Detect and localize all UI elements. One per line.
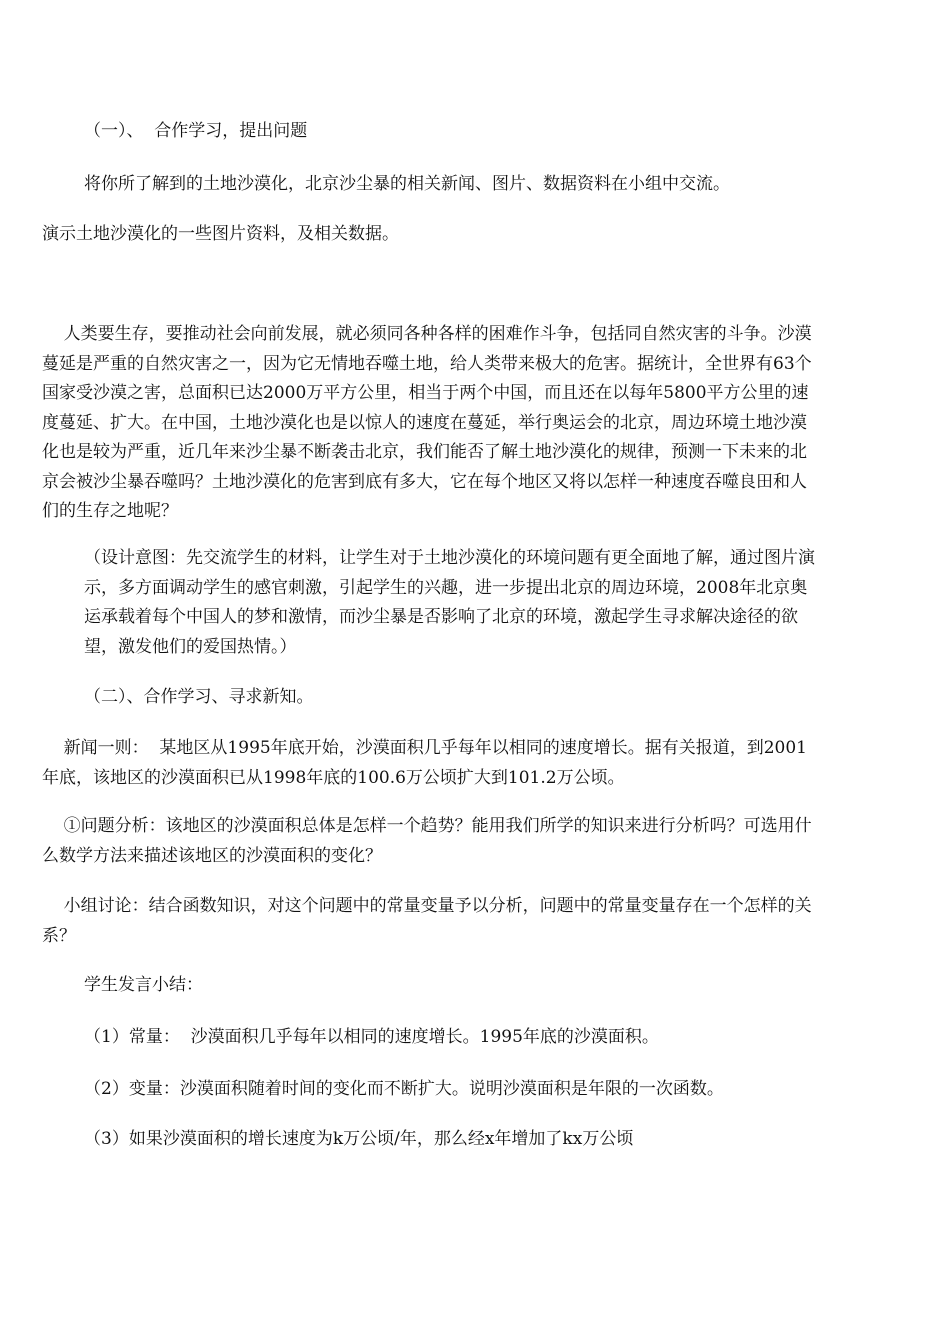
share-instruction: 将你所了解到的土地沙漠化，北京沙尘暴的相关新闻、图片、数据资料在小组中交流。 bbox=[84, 174, 730, 194]
discussion-paragraph: 小组讨论：结合函数知识，对这个问题中的常量变量予以分析，问题中的常量变量存在一个怎样的关系？ bbox=[42, 896, 812, 946]
summary-point-3: （3）如果沙漠面积的增长速度为k万公顷/年，那么经x年增加了kx万公顷 bbox=[84, 1129, 634, 1149]
section1-heading: （一）、 合作学习，提出问题 bbox=[84, 121, 308, 141]
summary-point-2: （2）变量：沙漠面积随着时间的变化而不断扩大。说明沙漠面积是年限的一次函数。 bbox=[84, 1079, 724, 1099]
intro-paragraph: 人类要生存，要推动社会向前发展，就必须同各种各样的困难作斗争，包括同自然灾害的斗争。沙漠蔓延是严重的自然灾害之一，因为它无情地吞噬土地，给人类带来极大的危害。据统计，全世界有63个国家受沙漠之害，总面积已达2000万平方公里，相当于两个中国，而且还在以每年5800平方公里的速度蔓延、扩大。在中国，土地沙漠化也是以惊人的速度在蔓延，举行奥运会的北京，周边环境土地沙漠化也是较为严重，近几年来沙尘暴不断袭击北京，我们能否了解土地沙漠化的规律，预测一下未来的北京会被沙尘暴吞噬吗？土地沙漠化的危害到底有多大，它在每个地区又将以怎样一种速度吞噬良田和人们的生存之地呢？ bbox=[42, 324, 812, 521]
section2-heading: （二）、合作学习、寻求新知。 bbox=[84, 687, 314, 707]
news-paragraph: 新闻一则： 某地区从1995年底开始，沙漠面积几乎每年以相同的速度增长。据有关报道，到2001年底，该地区的沙漠面积已从1998年底的100.6万公顷扩大到101.2万公顷。 bbox=[42, 738, 807, 788]
analysis-paragraph: ①问题分析：该地区的沙漠面积总体是怎样一个趋势？能用我们所学的知识来进行分析吗？可选用什么数学方法来描述该地区的沙漠面积的变化？ bbox=[42, 816, 812, 866]
demo-instruction: 演示土地沙漠化的一些图片资料，及相关数据。 bbox=[42, 224, 399, 244]
summary-label: 学生发言小结： bbox=[84, 975, 203, 995]
design-intent-note: （设计意图：先交流学生的材料，让学生对于土地沙漠化的环境问题有更全面地了解，通过图片演示，多方面调动学生的感官刺激，引起学生的兴趣，进一步提出北京的周边环境，2008年北京奥运承载着每个中国人的梦和激情，而沙尘暴是否影响了北京的环境，激起学生寻求解决途径的欲望，激发他们的爱国热情。） bbox=[84, 548, 815, 657]
summary-point-1: （1）常量： 沙漠面积几乎每年以相同的速度增长。1995年底的沙漠面积。 bbox=[84, 1027, 659, 1047]
